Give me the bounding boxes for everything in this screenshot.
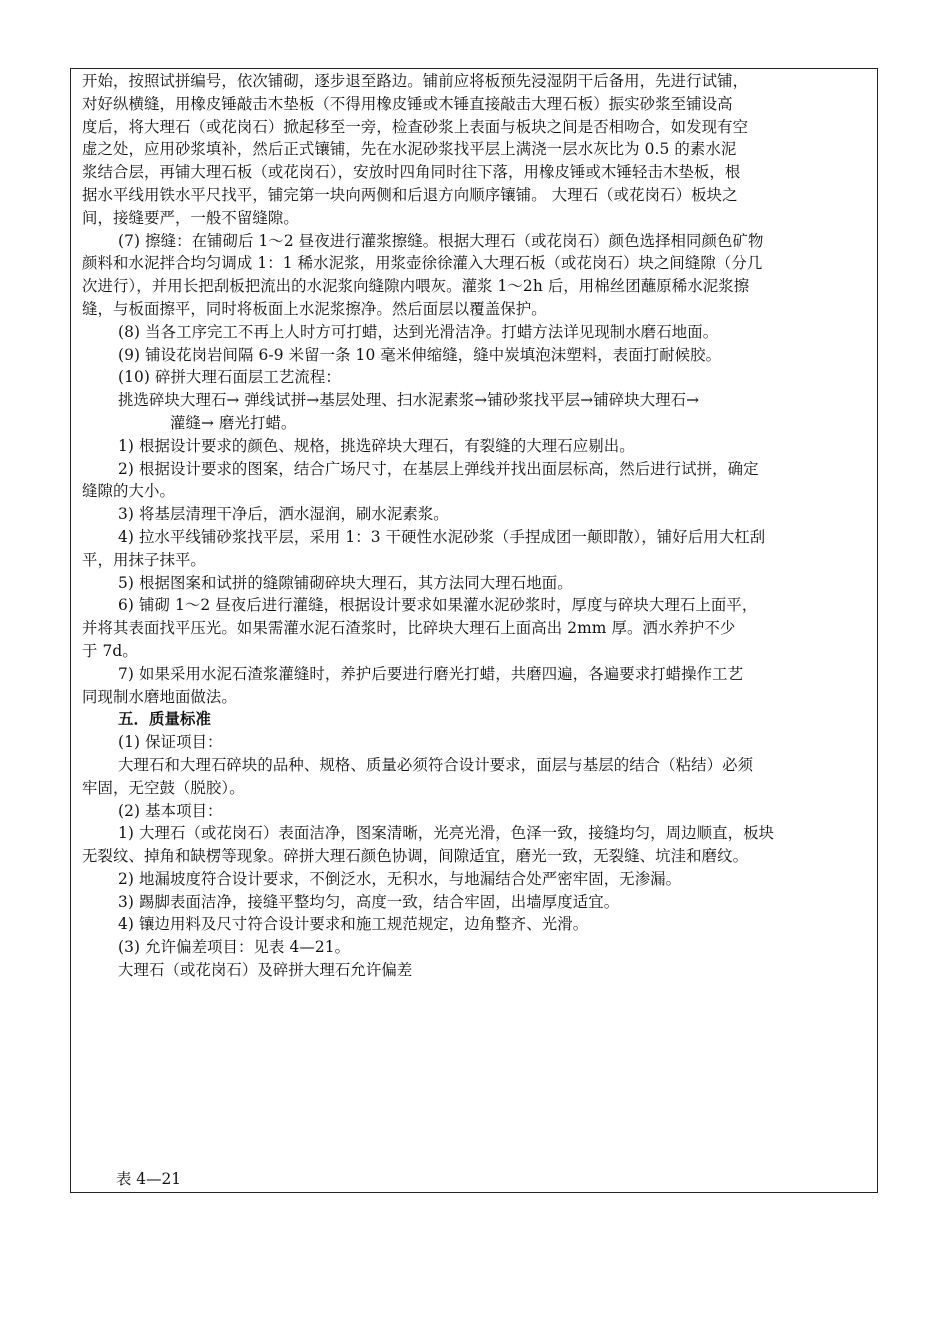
document-body: [82, 70, 872, 982]
paragraph-line: 浆结合层，再铺大理石板（或花岗石），安放时四角同时往下落，用橡皮锤或木锤轻击木垫板，根: [82, 163, 741, 182]
paragraph-line: 间，接缝要严，一般不留缝隙。: [82, 208, 299, 227]
paragraph-line: 平，用抹子抹平。: [82, 550, 206, 569]
paragraph-line: (8) 当各工序完工不再上人时方可打蜡，达到光滑洁净。打蜡方法详见现制水磨石地面。: [118, 322, 719, 341]
paragraph-line: 缝隙的大小。: [82, 482, 175, 501]
paragraph-line: 无裂纹、掉角和缺楞等现象。碎拼大理石颜色协调，间隙适宜，磨光一致，无裂缝、坑洼和磨纹。: [82, 847, 749, 866]
paragraph-line: 缝，与板面擦平，同时将板面上水泥浆擦净。然后面层以覆盖保护。: [82, 299, 547, 318]
paragraph-line: (7) 擦缝：在铺砌后 1～2 昼夜进行灌浆擦缝。根据大理石（或花岗石）颜色选择相同颜色矿物: [118, 231, 764, 250]
paragraph-line: 1) 根据设计要求的颜色、规格，挑选碎块大理石，有裂缝的大理石应剔出。: [118, 436, 635, 455]
paragraph-line: 3) 将基层清理干净后，洒水湿润，刷水泥素浆。: [118, 505, 449, 524]
process-flow-line: 灌缝→ 磨光打蜡。: [170, 413, 297, 432]
paragraph-line: 4) 拉水平线铺砂浆找平层，采用 1：3 干硬性水泥砂浆（手捏成团一颠即散），铺好后用大杠刮: [118, 527, 766, 546]
paragraph-line: 虚之处，应用砂浆填补，然后正式镶铺，先在水泥砂浆找平层上满浇一层水灰比为 0.5 的素水泥: [82, 140, 737, 159]
paragraph-line: 2) 地漏坡度符合设计要求，不倒泛水，无积水，与地漏结合处严密牢固，无渗漏。: [118, 869, 682, 888]
paragraph-line: (1) 保证项目：: [118, 733, 223, 752]
paragraph-line: 开始，按照试拼编号，依次铺砌，逐步退至路边。铺前应将板预先浸湿阴干后备用，先进行试铺，: [82, 72, 749, 90]
table-number-caption: 表 4—21: [116, 1170, 182, 1188]
paragraph-line: 颜料和水泥拌合均匀调成 1：1 稀水泥浆，用浆壶徐徐灌入大理石板（或花岗石）块之间缝隙（分几: [82, 254, 763, 273]
paragraph-line: (3) 允许偏差项目：见表 4—21。: [118, 938, 351, 957]
paragraph-line: 2) 根据设计要求的图案，结合广场尺寸，在基层上弹线并找出面层标高，然后进行试拼，确定: [118, 459, 759, 478]
process-flow-line: 挑选碎块大理石→ 弹线试拼→基层处理、扫水泥素浆→铺砂浆找平层→铺碎块大理石→: [118, 391, 700, 410]
paragraph-line: 1) 大理石（或花岗石）表面洁净，图案清晰，光亮光滑，色泽一致，接缝均匀，周边顺直，板块: [118, 824, 775, 843]
paragraph-line: 牢固，无空鼓（脱胶）。: [82, 778, 245, 797]
paragraph-line: 5) 根据图案和试拼的缝隙铺砌碎块大理石，其方法同大理石地面。: [118, 573, 573, 592]
section-heading-quality-standard: 五．质量标准: [118, 710, 211, 729]
paragraph-line: 并将其表面找平压光。如果需灌水泥石渣浆时，比碎块大理石上面高出 2mm 厚。洒水养护不少: [82, 619, 736, 638]
paragraph-line: 据水平线用铁水平尺找平，铺完第一块向两侧和后退方向顺序镶铺。 大理石（或花岗石）板块之: [82, 185, 738, 204]
paragraph-line: 对好纵横缝，用橡皮锤敲击木垫板（不得用橡皮锤或木锤直接敲击大理石板）振实砂浆至铺设高: [82, 94, 733, 113]
table-title: 大理石（或花岗石）及碎拼大理石允许偏差: [118, 961, 413, 980]
paragraph-line: 4) 镶边用料及尺寸符合设计要求和施工规范规定，边角整齐、光滑。: [118, 915, 589, 934]
paragraph-line: 于 7d。: [82, 641, 138, 660]
paragraph-line: (10) 碎拼大理石面层工艺流程：: [118, 368, 341, 387]
paragraph-line: 3) 踢脚表面洁净，接缝平整均匀，高度一致，结合牢固，出墙厚度适宜。: [118, 892, 620, 911]
paragraph-line: 度后，将大理石（或花岗石）掀起移至一旁，检查砂浆上表面与板块之间是否相吻合，如发现有空: [82, 117, 749, 136]
paragraph-line: 同现制水磨地面做法。: [82, 687, 237, 706]
paragraph-line: (9) 铺设花岗岩间隔 6-9 米留一条 10 毫米伸缩缝，缝中炭填泡沫塑料，表面打耐候胶。: [118, 345, 722, 364]
paragraph-line: 6) 铺砌 1～2 昼夜后进行灌缝，根据设计要求如果灌水泥砂浆时，厚度与碎块大理石上面平，: [118, 596, 758, 615]
paragraph-line: 次进行），并用长把刮板把流出的水泥浆向缝隙内喂灰。灌浆 1～2h 后，用棉丝团蘸原稀水泥浆擦: [82, 277, 750, 296]
paragraph-line: 7) 如果采用水泥石渣浆灌缝时，养护后要进行磨光打蜡，共磨四遍，各遍要求打蜡操作工艺: [118, 664, 744, 683]
paragraph-line: (2) 基本项目：: [118, 801, 223, 820]
paragraph-line: 大理石和大理石碎块的品种、规格、质量必须符合设计要求，面层与基层的结合（粘结）必须: [118, 755, 754, 774]
